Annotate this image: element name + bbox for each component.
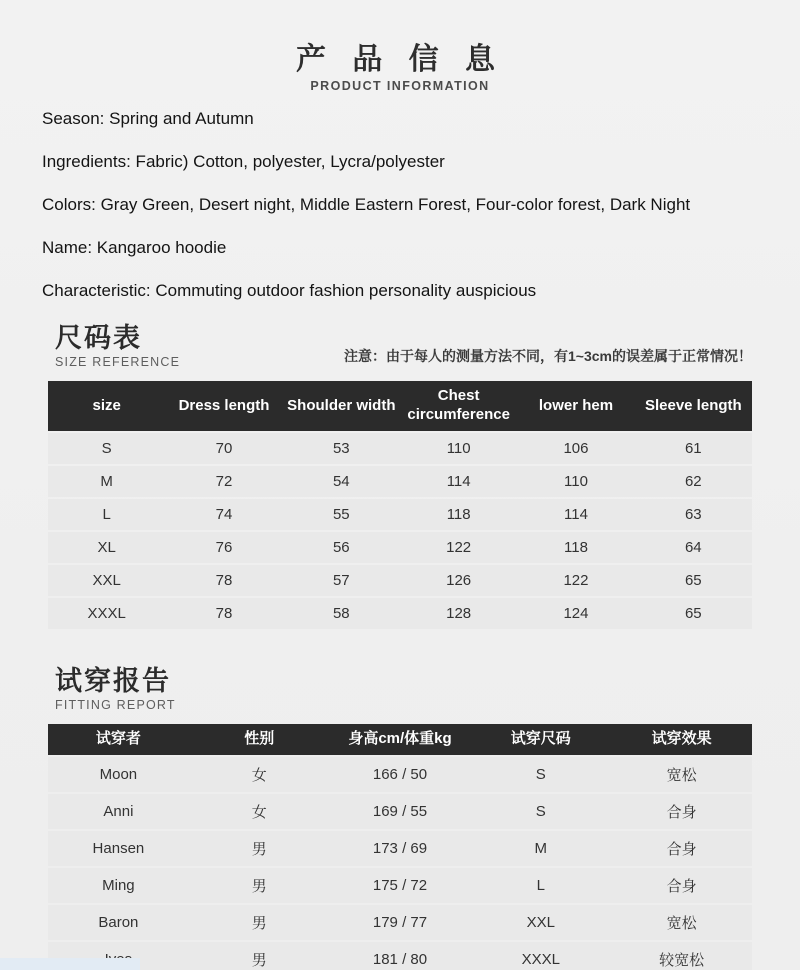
- column-header: 性别: [189, 724, 330, 755]
- size-table: [48, 379, 752, 631]
- table-row: [48, 757, 752, 792]
- table-cell: 女: [189, 757, 330, 792]
- table-cell: 166 / 50: [330, 757, 471, 792]
- table-cell: M: [48, 466, 165, 497]
- table-cell: XXXL: [470, 942, 611, 970]
- bottom-left-accent: [0, 958, 140, 970]
- table-cell: 较宽松: [611, 942, 752, 970]
- table-row: [48, 499, 752, 530]
- table-cell: 106: [517, 433, 634, 464]
- page-title-block: [0, 0, 800, 93]
- table-cell: 男: [189, 905, 330, 940]
- table-cell: 74: [165, 499, 282, 530]
- table-cell: M: [470, 831, 611, 866]
- size-section-header: [55, 324, 752, 370]
- table-cell: 72: [165, 466, 282, 497]
- table-cell: 女: [189, 794, 330, 829]
- table-cell: 70: [165, 433, 282, 464]
- column-header: 试穿者: [48, 724, 189, 755]
- table-cell: 128: [400, 598, 517, 629]
- table-cell: 118: [400, 499, 517, 530]
- size-section-title: 尺码表: [55, 322, 142, 353]
- size-table-body: [48, 433, 752, 629]
- table-cell: S: [48, 433, 165, 464]
- table-row: [48, 905, 752, 940]
- fitting-section-title-block: [55, 667, 176, 713]
- fitting-section-header: [55, 667, 752, 713]
- table-cell: 男: [189, 831, 330, 866]
- table-cell: S: [470, 757, 611, 792]
- table-cell: XXL: [48, 565, 165, 596]
- table-cell: 合身: [611, 831, 752, 866]
- table-cell: 65: [635, 598, 752, 629]
- fitting-section-subtitle: FITTING REPORT: [55, 698, 176, 713]
- table-cell: 179 / 77: [330, 905, 471, 940]
- table-cell: 114: [517, 499, 634, 530]
- column-header: size: [48, 381, 165, 431]
- table-cell: L: [48, 499, 165, 530]
- table-row: [48, 794, 752, 829]
- table-cell: XL: [48, 532, 165, 563]
- column-header: Chest circumference: [400, 381, 517, 431]
- table-cell: 61: [635, 433, 752, 464]
- table-cell: 56: [283, 532, 400, 563]
- size-section-title-block: [55, 324, 180, 370]
- table-cell: 男: [189, 942, 330, 970]
- column-header: lower hem: [517, 381, 634, 431]
- table-cell: 宽松: [611, 757, 752, 792]
- fitting-section-title: 试穿报告: [55, 665, 171, 696]
- table-cell: Anni: [48, 794, 189, 829]
- column-header: 试穿尺码: [470, 724, 611, 755]
- table-cell: 122: [517, 565, 634, 596]
- size-table-header-row: [48, 381, 752, 431]
- page-subtitle: PRODUCT INFORMATION: [310, 78, 490, 93]
- table-cell: 76: [165, 532, 282, 563]
- table-cell: 男: [189, 868, 330, 903]
- product-info-list: [42, 109, 800, 301]
- fitting-table-header-row: [48, 724, 752, 755]
- table-cell: 124: [517, 598, 634, 629]
- table-cell: 114: [400, 466, 517, 497]
- table-cell: 78: [165, 598, 282, 629]
- table-cell: 合身: [611, 868, 752, 903]
- table-cell: 65: [635, 565, 752, 596]
- table-cell: L: [470, 868, 611, 903]
- table-cell: 110: [400, 433, 517, 464]
- table-cell: 64: [635, 532, 752, 563]
- table-cell: 122: [400, 532, 517, 563]
- table-row: [48, 433, 752, 464]
- table-cell: 118: [517, 532, 634, 563]
- table-cell: XXXL: [48, 598, 165, 629]
- table-cell: 宽松: [611, 905, 752, 940]
- column-header: 身高cm/体重kg: [330, 724, 471, 755]
- table-cell: 181 / 80: [330, 942, 471, 970]
- table-cell: 合身: [611, 794, 752, 829]
- table-row: [48, 598, 752, 629]
- table-row: [48, 466, 752, 497]
- table-cell: 126: [400, 565, 517, 596]
- table-cell: 58: [283, 598, 400, 629]
- fitting-table-head: [48, 724, 752, 755]
- table-cell: 173 / 69: [330, 831, 471, 866]
- table-row: [48, 532, 752, 563]
- table-cell: Moon: [48, 757, 189, 792]
- table-cell: 175 / 72: [330, 868, 471, 903]
- size-section-subtitle: SIZE REFERENCE: [55, 355, 181, 370]
- table-cell: 62: [635, 466, 752, 497]
- column-header: Dress length: [165, 381, 282, 431]
- product-info-line: Ingredients: Fabric) Cotton, polyester, Lycra/polyester: [42, 151, 445, 171]
- table-cell: Baron: [48, 905, 189, 940]
- page-title: 产 品 信 息: [295, 43, 504, 76]
- fitting-table: [48, 722, 752, 970]
- table-cell: 110: [517, 466, 634, 497]
- table-cell: 54: [283, 466, 400, 497]
- fitting-table-body: [48, 757, 752, 970]
- size-note: 注意：由于每人的测量方法不同，有1~3cm的误差属于正常情况！: [344, 348, 752, 365]
- column-header: Shoulder width: [283, 381, 400, 431]
- product-info-line: Season: Spring and Autumn: [42, 108, 254, 128]
- size-table-head: [48, 381, 752, 431]
- column-header: 试穿效果: [611, 724, 752, 755]
- table-cell: 57: [283, 565, 400, 596]
- table-cell: 169 / 55: [330, 794, 471, 829]
- column-header: Sleeve length: [635, 381, 752, 431]
- table-cell: 78: [165, 565, 282, 596]
- table-cell: Hansen: [48, 831, 189, 866]
- table-cell: Ming: [48, 868, 189, 903]
- table-row: [48, 831, 752, 866]
- table-cell: S: [470, 794, 611, 829]
- table-row: [48, 868, 752, 903]
- product-info-line: Characteristic: Commuting outdoor fashion personality auspicious: [42, 280, 537, 300]
- table-row: [48, 565, 752, 596]
- table-cell: 55: [283, 499, 400, 530]
- table-cell: 53: [283, 433, 400, 464]
- product-info-line: Colors: Gray Green, Desert night, Middle Eastern Forest, Four-color forest, Dark Night: [42, 194, 691, 214]
- product-info-line: Name: Kangaroo hoodie: [42, 237, 227, 257]
- table-row: [48, 942, 752, 970]
- table-cell: 63: [635, 499, 752, 530]
- table-cell: XXL: [470, 905, 611, 940]
